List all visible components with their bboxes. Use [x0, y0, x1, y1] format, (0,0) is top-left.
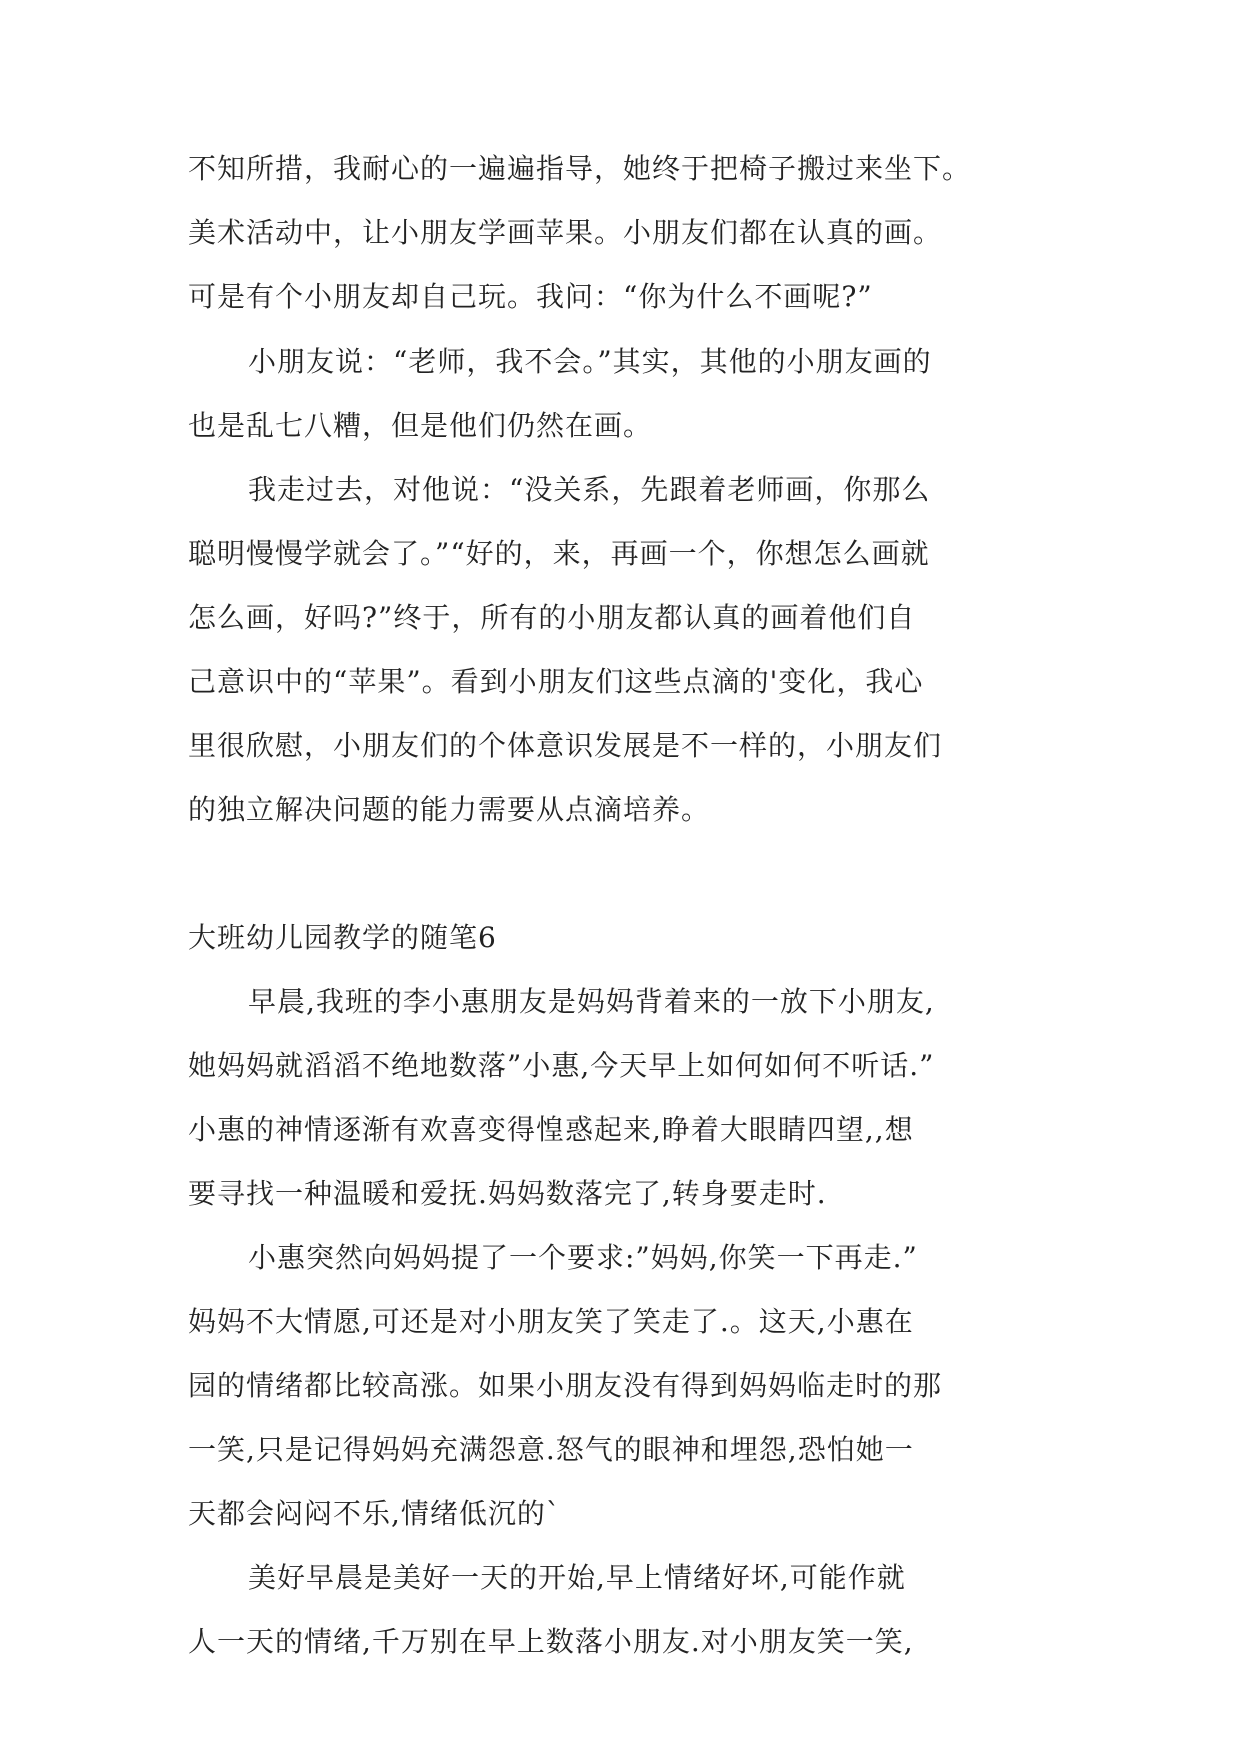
paragraph-line: 可是有个小朋友却自己玩。我问：“你为什么不画呢?” — [188, 280, 873, 313]
paragraph-line: 她妈妈就滔滔不绝地数落”小惠,今天早上如何如何不听话.” — [188, 1049, 935, 1082]
paragraph-line: 小惠的神情逐渐有欢喜变得惶惑起来,睁着大眼睛四望,,想 — [188, 1113, 914, 1146]
paragraph-line: 美术活动中，让小朋友学画苹果。小朋友们都在认真的画。 — [188, 216, 943, 249]
paragraph-line: 要寻找一种温暖和爱抚.妈妈数落完了,转身要走时. — [188, 1177, 827, 1210]
paragraph-line: 美好早晨是美好一天的开始,早上情绪好坏,可能作就 — [248, 1561, 906, 1594]
paragraph-line: 怎么画，好吗?”终于，所有的小朋友都认真的画着他们自 — [188, 601, 916, 634]
paragraph-line: 小惠突然向妈妈提了一个要求:”妈妈,你笑一下再走.” — [248, 1241, 918, 1274]
section-title: 大班幼儿园教学的随笔6 — [188, 921, 497, 954]
paragraph-line: 早晨,我班的李小惠朋友是妈妈背着来的一放下小朋友, — [248, 985, 935, 1018]
paragraph-line: 也是乱七八糟，但是他们仍然在画。 — [188, 409, 653, 442]
paragraph-line: 天都会闷闷不乐,情绪低沉的` — [188, 1497, 561, 1530]
paragraph-line: 里很欣慰，小朋友们的个体意识发展是不一样的，小朋友们 — [188, 729, 943, 762]
paragraph-line: 小朋友说：“老师，我不会。”其实，其他的小朋友画的 — [248, 345, 932, 378]
paragraph-line: 一笑,只是记得妈妈充满怨意.怒气的眼神和埋怨,恐怕她一 — [188, 1433, 914, 1466]
paragraph-line: 的独立解决问题的能力需要从点滴培养。 — [188, 793, 711, 826]
paragraph-line: 聪明慢慢学就会了。”“好的，来，再画一个，你想怎么画就 — [188, 537, 930, 570]
paragraph-line: 园的情绪都比较高涨。如果小朋友没有得到妈妈临走时的那 — [188, 1369, 943, 1402]
paragraph-line: 己意识中的“苹果”。看到小朋友们这些点滴的'变化，我心 — [188, 665, 924, 698]
paragraph-line: 妈妈不大情愿,可还是对小朋友笑了笑走了.。这天,小惠在 — [188, 1305, 914, 1338]
paragraph-line: 不知所措，我耐心的一遍遍指导，她终于把椅子搬过来坐下。 — [188, 152, 972, 185]
paragraph-line: 我走过去，对他说：“没关系，先跟着老师画，你那么 — [248, 473, 931, 506]
paragraph-line: 人一天的情绪,千万别在早上数落小朋友.对小朋友笑一笑, — [188, 1625, 914, 1658]
